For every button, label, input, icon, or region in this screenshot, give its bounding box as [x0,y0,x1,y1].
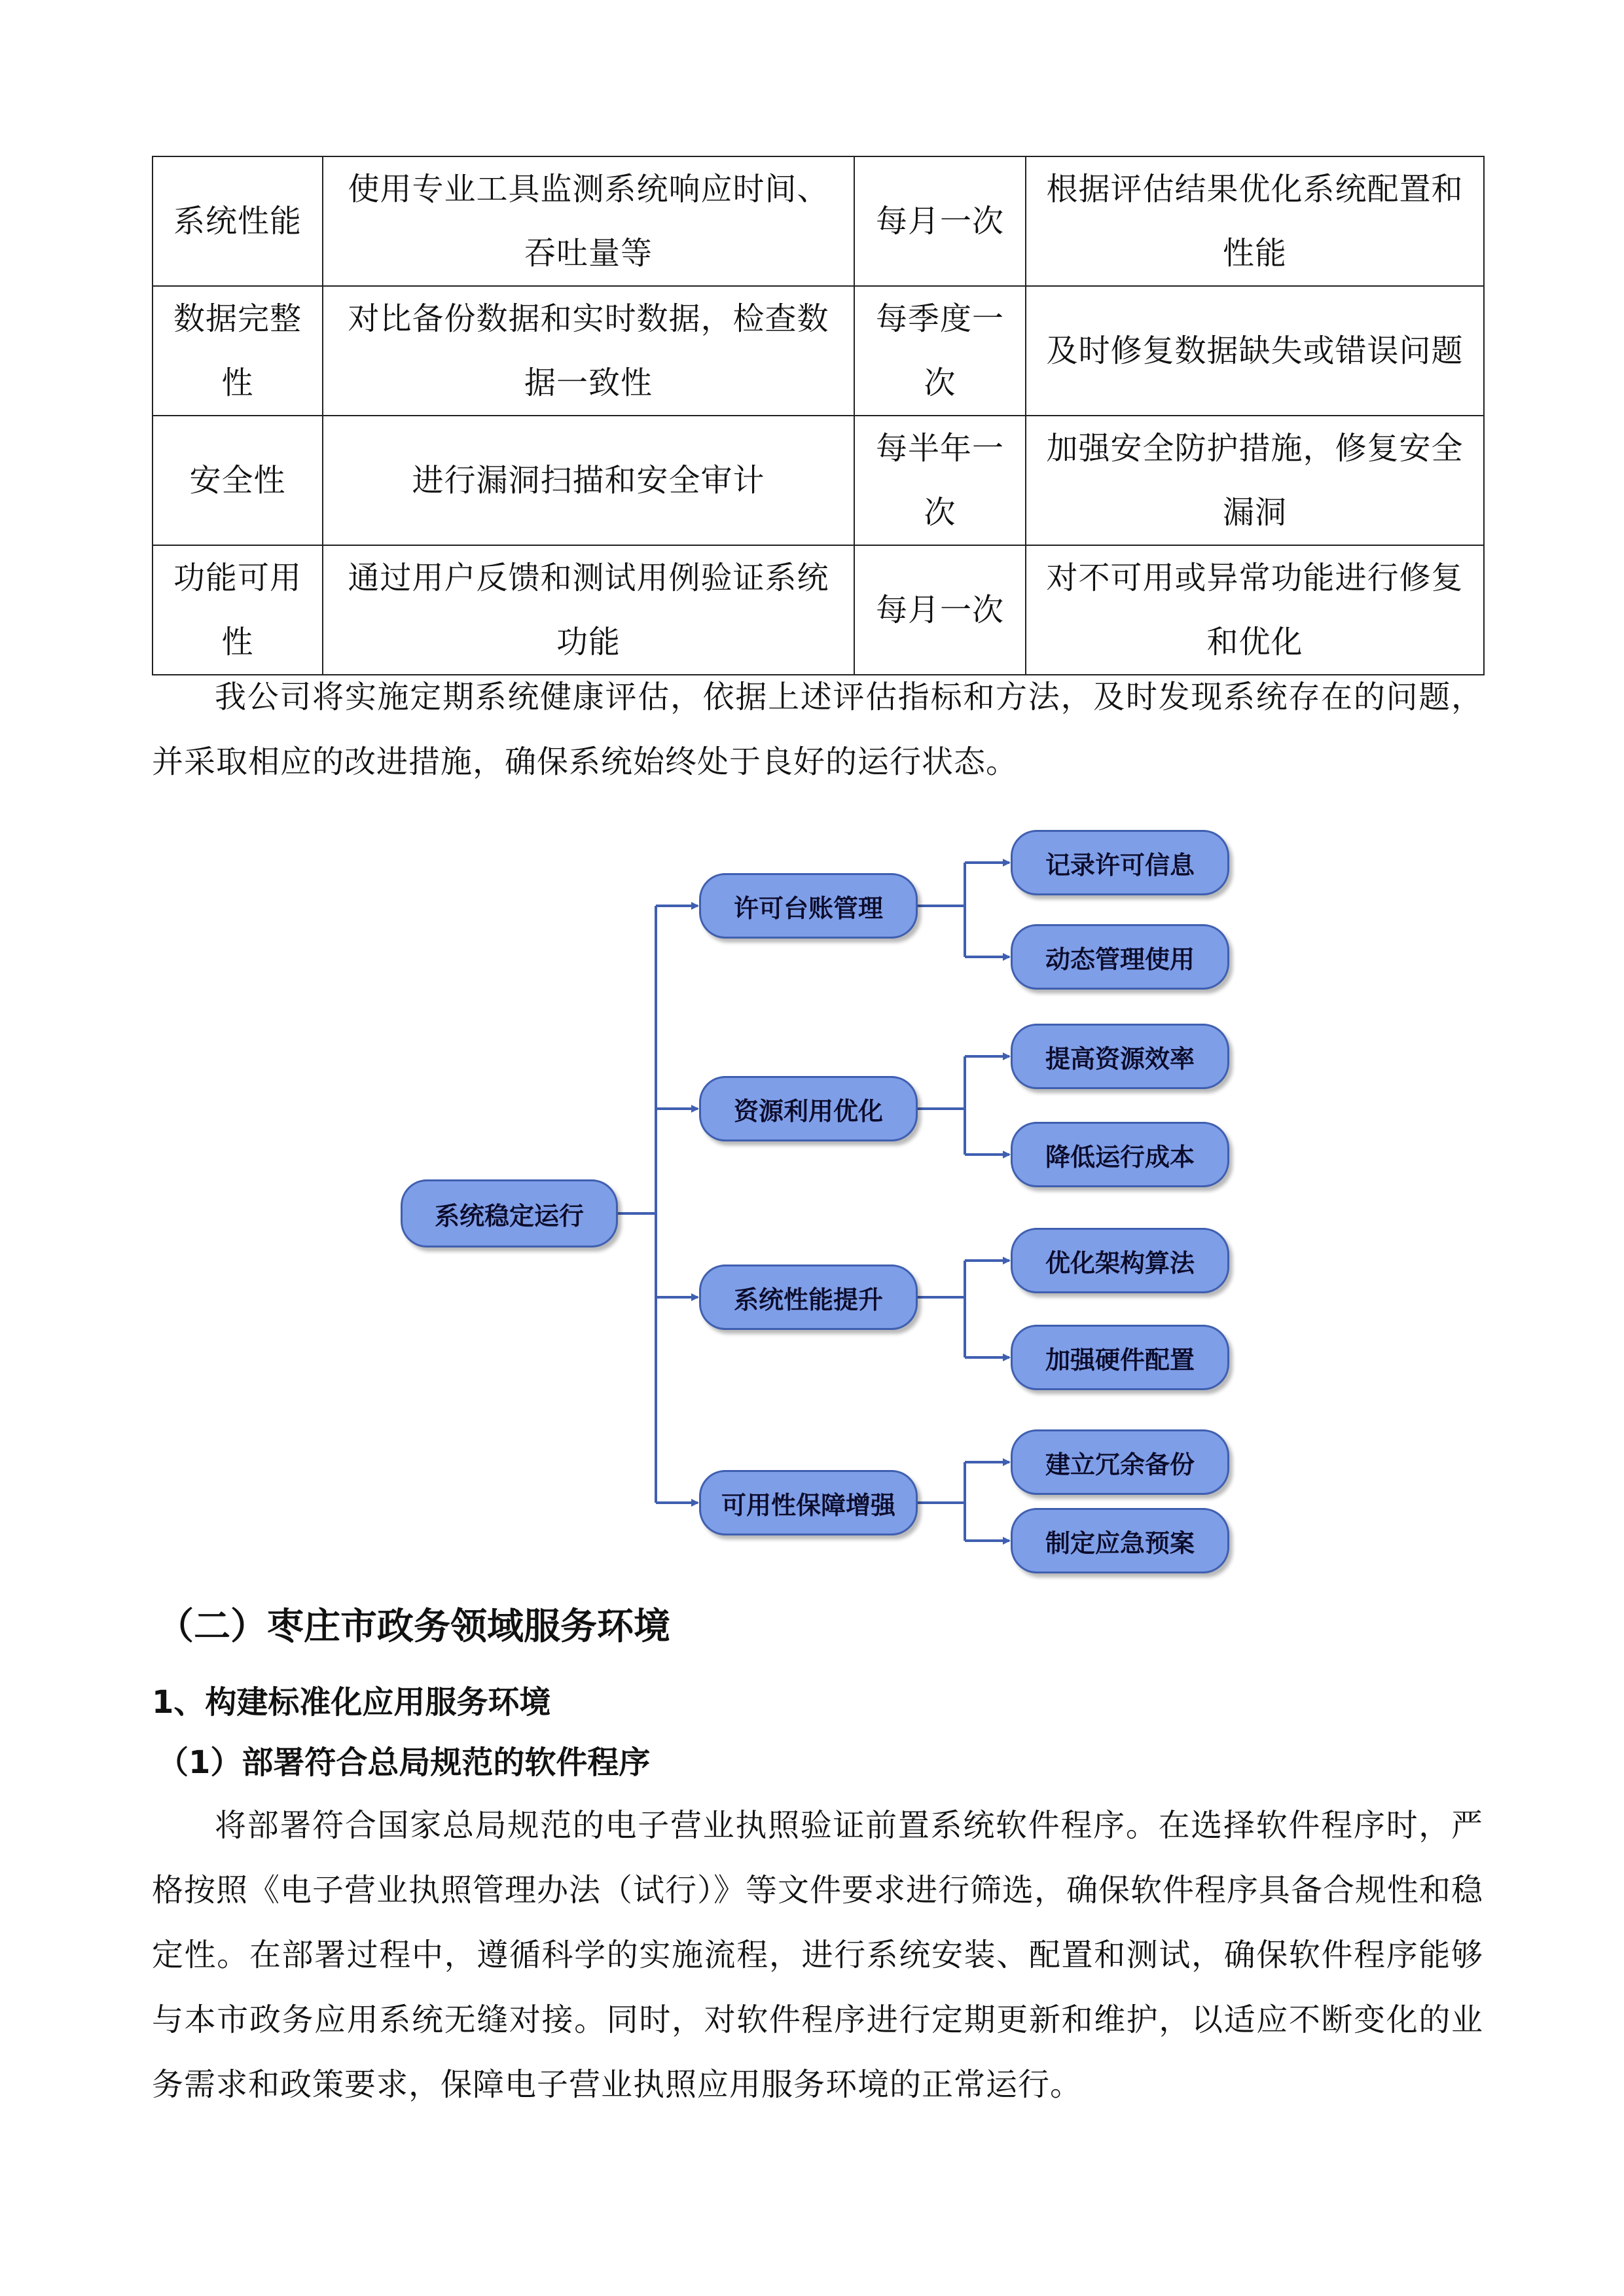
leaf-node: 建立冗余备份 [1011,1429,1229,1495]
leaf-node: 优化架构算法 [1011,1228,1229,1293]
branch-node: 许可台账管理 [699,873,918,939]
leaf-node: 制定应急预案 [1011,1508,1229,1573]
evaluation-table [152,156,1485,675]
leaf-node: 加强硬件配置 [1011,1325,1229,1390]
leaf-node: 动态管理使用 [1011,924,1229,990]
measure-cell: 对不可用或异常功能进行修复和优化 [1026,545,1484,675]
frequency-cell: 每半年一次 [854,416,1026,545]
measure-cell: 加强安全防护措施，修复安全漏洞 [1026,416,1484,545]
method-cell: 通过用户反馈和测试用例验证系统功能 [323,545,854,675]
branch-node: 资源利用优化 [699,1076,918,1141]
indicator-cell: 系统性能 [153,156,323,286]
subsection-heading: 1、构建标准化应用服务环境 [152,1684,551,1721]
method-cell: 使用专业工具监测系统响应时间、吞吐量等 [323,156,854,286]
child-connector [918,863,965,957]
table-row [153,156,1484,286]
measure-cell: 根据评估结果优化系统配置和性能 [1026,156,1484,286]
root-node: 系统稳定运行 [401,1179,618,1247]
child-connector [918,1462,965,1541]
deployment-paragraph: 将部署符合国家总局规范的电子营业执照验证前置系统软件程序。在选择软件程序时，严格按照《电子营业执照管理办法（试行）》等文件要求进行筛选，确保软件程序具备合规性和稳定性。在部署过程中，遵循科学的实施流程，进行系统安装、配置和测试，确保软件程序能够与本市政务应用系统无缝对接。同时，对软件程序进行定期更新和维护，以适应不断变化的业务需求和政策要求，保障电子营业执照应用服务环境的正常运行。 [152,1807,1484,2103]
method-cell: 进行漏洞扫描和安全审计 [323,416,854,545]
child-connector [918,1056,965,1155]
indicator-cell: 功能可用性 [153,545,323,675]
section-heading: （二）枣庄市政务领域服务环境 [157,1605,670,1648]
measure-cell: 及时修复数据缺失或错误问题 [1026,286,1484,416]
table-row [153,416,1484,545]
subsubsection-heading: （1）部署符合总局规范的软件程序 [157,1744,651,1781]
leaf-node: 降低运行成本 [1011,1122,1229,1187]
leaf-node: 记录许可信息 [1011,830,1229,895]
frequency-cell: 每月一次 [854,545,1026,675]
branch-node: 可用性保障增强 [699,1470,918,1535]
method-cell: 对比备份数据和实时数据，检查数据一致性 [323,286,854,416]
frequency-cell: 每月一次 [854,156,1026,286]
assessment-paragraph: 我公司将实施定期系统健康评估，依据上述评估指标和方法，及时发现系统存在的问题，并采取相应的改进措施，确保系统始终处于良好的运行状态。 [152,679,1483,780]
branch-node: 系统性能提升 [699,1265,918,1330]
leaf-node: 提高资源效率 [1011,1024,1229,1089]
frequency-cell: 每季度一次 [854,286,1026,416]
table-row [153,286,1484,416]
table-row [153,545,1484,675]
indicator-cell: 安全性 [153,416,323,545]
indicator-cell: 数据完整性 [153,286,323,416]
child-connector [918,1261,965,1357]
